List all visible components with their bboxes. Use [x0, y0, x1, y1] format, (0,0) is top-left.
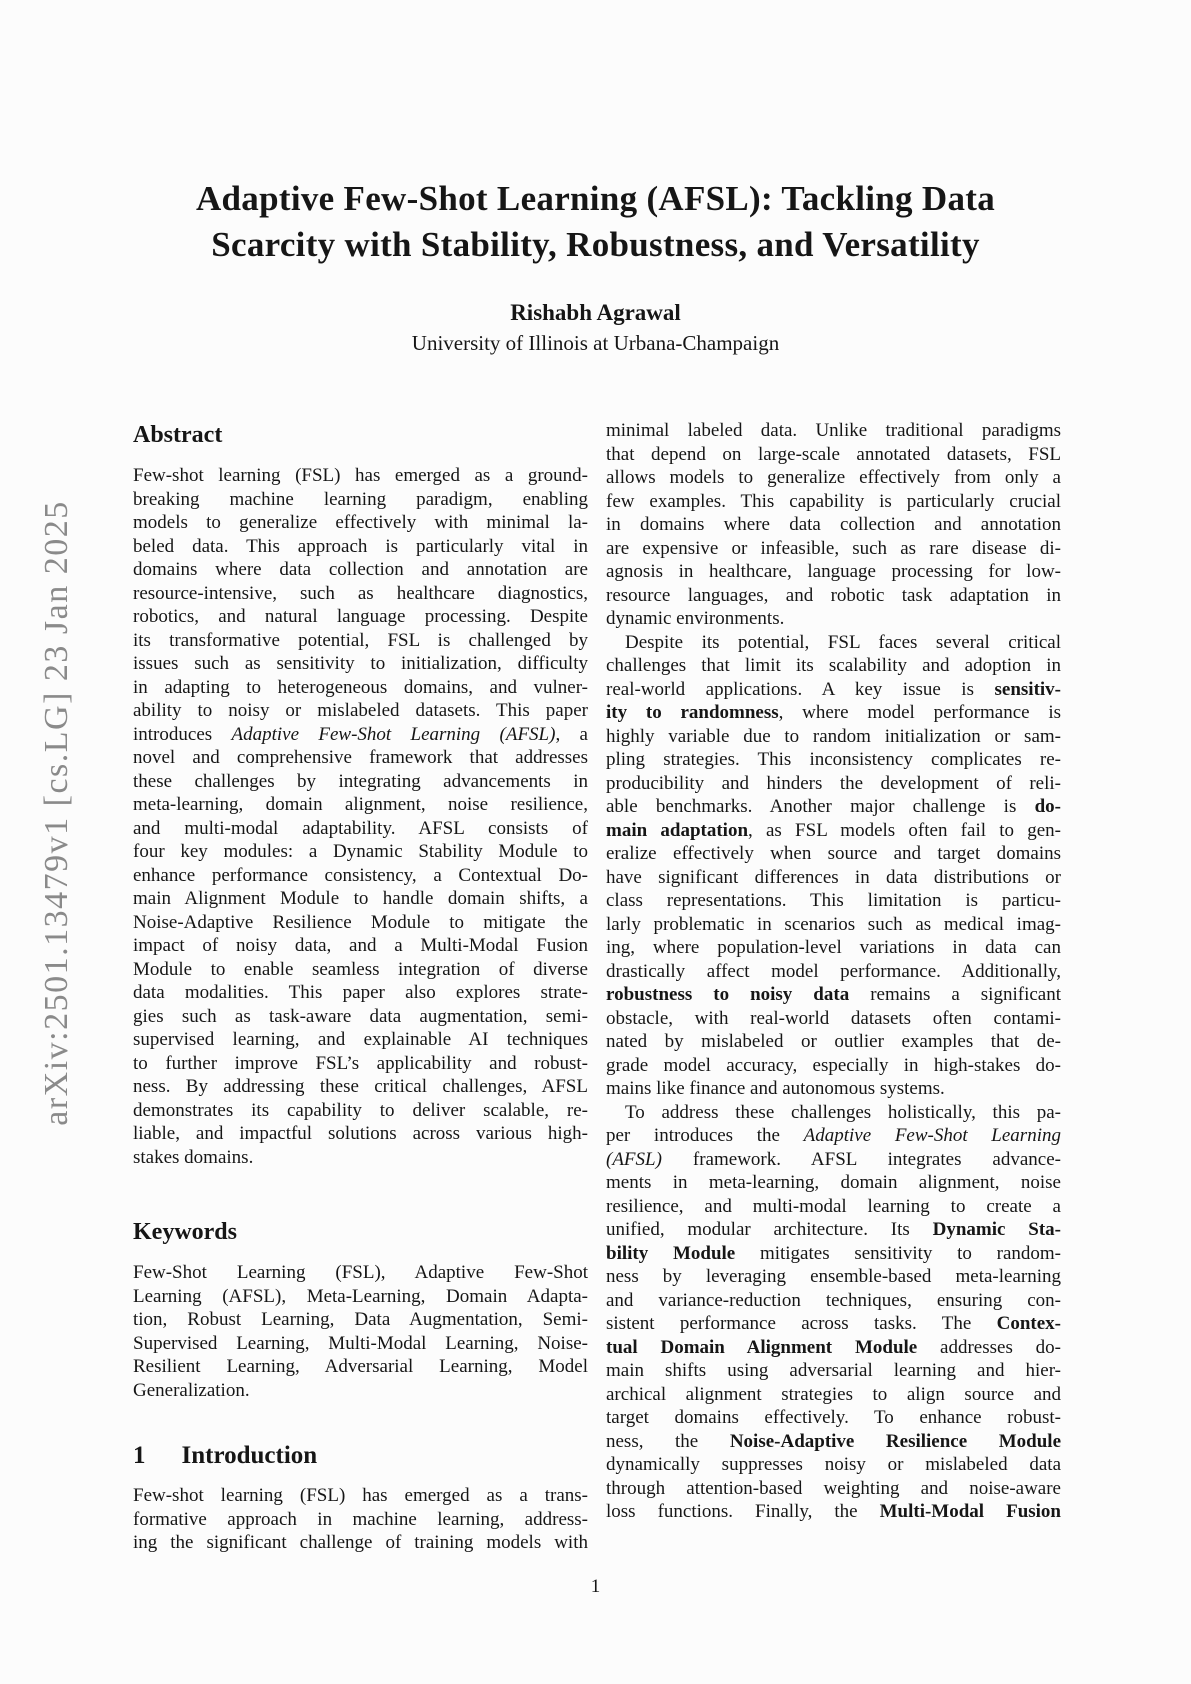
section-number: 1	[133, 1442, 146, 1469]
text-line: its transformative potential, FSL is challenged by	[133, 629, 588, 651]
keywords-text	[133, 1261, 588, 1402]
text-line: pling strategies. This inconsistency complicates re-	[606, 749, 1061, 770]
text-line: these challenges by integrating advancements in	[133, 770, 588, 792]
text-line: four key modules: a Dynamic Stability Module to	[133, 841, 588, 862]
text-line: in adapting to heterogeneous domains, and vulner-	[133, 676, 588, 698]
text-line: archical alignment strategies to align source and	[606, 1383, 1061, 1405]
text-line: gies such as task-aware data augmentation, semi-	[133, 1005, 588, 1027]
text-line: meta-learning, domain alignment, noise resilience,	[133, 794, 588, 815]
page-number: 1	[590, 1576, 601, 1597]
text-line: resource languages, and robotic task adaptation in	[606, 584, 1061, 606]
text-line: loss functions. Finally, the Multi-Modal Fusion	[606, 1501, 1061, 1522]
text-line: are expensive or infeasible, such as rare disease di-	[606, 537, 1061, 559]
text-line: resource-intensive, such as healthcare diagnostics,	[133, 582, 588, 604]
text-line: beled data. This approach is particularly vital in	[133, 535, 588, 557]
text-line: ments in meta-learning, domain alignment, noise	[606, 1172, 1061, 1193]
left-column	[133, 420, 588, 1555]
text-line: domains where data collection and annotation are	[133, 559, 588, 580]
text-line: tual Domain Alignment Module addresses do-	[606, 1336, 1061, 1358]
text-line: Few-shot learning (FSL) has emerged as a ground-	[133, 465, 588, 486]
text-line: impact of noisy data, and a Multi-Modal Fusion	[133, 935, 588, 956]
text-line: real-world applications. A key issue is sensitiv-	[606, 678, 1061, 700]
text-line: and variance-reduction techniques, ensuring con-	[606, 1289, 1061, 1311]
text-line: Noise-Adaptive Resilience Module to mitigate the	[133, 911, 588, 933]
text-line: to further improve FSL’s applicability and robust-	[133, 1052, 588, 1074]
text-line: ness. By addressing these critical challenges, AFSL	[133, 1076, 588, 1097]
author-affiliation: University of Illinois at Urbana-Champaign	[411, 331, 780, 355]
text-line: minimal labeled data. Unlike traditional paradigms	[606, 420, 1061, 441]
text-line: grade model accuracy, especially in high-stakes do-	[606, 1054, 1061, 1076]
text-line: demonstrates its capability to deliver scalable, re-	[133, 1099, 588, 1121]
text-line: ability to noisy or mislabeled datasets. This paper	[133, 700, 588, 721]
text-line: highly variable due to random initialization or sam-	[606, 725, 1061, 747]
body-paragraph-3	[606, 1101, 1061, 1524]
text-line: ness by leveraging ensemble-based meta-learning	[606, 1266, 1061, 1287]
text-line: Learning (AFSL), Meta-Learning, Domain Adapta-	[133, 1285, 588, 1307]
introduction-heading	[133, 1440, 588, 1472]
text-line: Few-shot learning (FSL) has emerged as a trans-	[133, 1485, 588, 1506]
paper-title	[0, 176, 1191, 268]
text-line: main adaptation, as FSL models often fail to gen-	[606, 819, 1061, 841]
text-line: main Alignment Module to handle domain shifts, a	[133, 888, 588, 909]
text-line: supervised learning, and explainable AI techniques	[133, 1029, 588, 1050]
text-line: sistent performance across tasks. The Contex-	[606, 1313, 1061, 1334]
text-line: introduces Adaptive Few-Shot Learning (AFSL), a	[133, 723, 588, 745]
text-line: ing, where population-level variations in data can	[606, 937, 1061, 958]
text-line: novel and comprehensive framework that addresses	[133, 747, 588, 768]
title-line-1: Adaptive Few-Shot Learning (AFSL): Tackling Data	[195, 179, 996, 218]
text-line: target domains effectively. To enhance robust-	[606, 1407, 1061, 1428]
text-line: per introduces the Adaptive Few-Shot Learning	[606, 1125, 1061, 1146]
text-line: larly problematic in scenarios such as medical imag-	[606, 913, 1061, 935]
introduction-text	[133, 1484, 588, 1555]
text-line: resilience, and multi-modal learning to create a	[606, 1195, 1061, 1217]
right-column	[606, 419, 1061, 1524]
abstract-text	[133, 464, 588, 1169]
text-line: Resilient Learning, Adversarial Learning, Model	[133, 1356, 588, 1377]
arxiv-watermark: arXiv:2501.13479v1 [cs.LG] 23 Jan 2025	[38, 500, 75, 1126]
text-line: robustness to noisy data remains a significant	[606, 984, 1061, 1005]
text-line: data modalities. This paper also explores strate-	[133, 982, 588, 1003]
text-line: class representations. This limitation is particu-	[606, 890, 1061, 911]
text-line: robotics, and natural language processing. Despite	[133, 606, 588, 627]
text-line: issues such as sensitivity to initialization, difficulty	[133, 653, 588, 674]
text-line: models to generalize effectively with minimal la-	[133, 512, 588, 533]
text-line: Few-Shot Learning (FSL), Adaptive Few-Shot	[133, 1262, 588, 1283]
text-line: Supervised Learning, Multi-Modal Learning, Noise-	[133, 1332, 588, 1354]
text-line: few examples. This capability is particularly crucial	[606, 490, 1061, 512]
text-line: allows models to generalize effectively from only a	[606, 467, 1061, 488]
text-line: liable, and impactful solutions across various high-	[133, 1123, 588, 1144]
text-line: unified, modular architecture. Its Dynamic Sta-	[606, 1219, 1061, 1240]
text-line: challenges that limit its scalability and adoption in	[606, 655, 1061, 676]
text-line: ing the significant challenge of training models with	[133, 1532, 588, 1553]
text-line: Generalization.	[133, 1379, 250, 1401]
text-line: through attention-based weighting and noise-aware	[606, 1477, 1061, 1499]
text-line: Module to enable seamless integration of diverse	[133, 958, 588, 980]
text-line: and multi-modal adaptability. AFSL consists of	[133, 817, 588, 839]
text-line: that depend on large-scale annotated datasets, FSL	[606, 443, 1061, 465]
text-line: nated by mislabeled or outlier examples that de-	[606, 1031, 1061, 1052]
body-paragraph-1	[606, 419, 1061, 631]
text-line: (AFSL) framework. AFSL integrates advance-	[606, 1148, 1061, 1170]
text-line: Despite its potential, FSL faces several critical	[625, 631, 1061, 653]
keywords-heading: Keywords	[133, 1219, 237, 1245]
section-title: Introduction	[181, 1442, 318, 1469]
title-line-2: Scarcity with Stability, Robustness, and Versatility	[211, 225, 980, 264]
author-name: Rishabh Agrawal	[510, 300, 681, 325]
text-line: eralize effectively when source and target domains	[606, 843, 1061, 864]
text-line: in domains where data collection and annotation	[606, 514, 1061, 535]
text-line: breaking machine learning paradigm, enabling	[133, 488, 588, 510]
text-line: dynamically suppresses noisy or mislabeled data	[606, 1454, 1061, 1475]
text-line: agnosis in healthcare, language processing for low-	[606, 561, 1061, 582]
text-line: obstacle, with real-world datasets often contami-	[606, 1007, 1061, 1029]
text-line: able benchmarks. Another major challenge is do-	[606, 796, 1061, 817]
text-line: ity to randomness, where model performance is	[606, 702, 1061, 723]
abstract-heading: Abstract	[133, 422, 223, 448]
text-line: mains like finance and autonomous systems.	[606, 1078, 945, 1099]
text-line: dynamic environments.	[606, 608, 785, 629]
body-paragraph-2	[606, 631, 1061, 1101]
text-line: To address these challenges holistically, this pa-	[625, 1101, 1061, 1123]
text-line: enhance performance consistency, a Contextual Do-	[133, 864, 588, 886]
text-line: main shifts using adversarial learning and hier-	[606, 1360, 1061, 1381]
text-line: stakes domains.	[133, 1146, 254, 1168]
text-line: tion, Robust Learning, Data Augmentation, Semi-	[133, 1309, 588, 1330]
text-line: drastically affect model performance. Additionally,	[606, 960, 1061, 982]
text-line: have significant differences in data distributions or	[606, 866, 1061, 888]
text-line: formative approach in machine learning, address-	[133, 1508, 588, 1530]
text-line: ness, the Noise-Adaptive Resilience Module	[606, 1430, 1061, 1452]
text-line: producibility and hinders the development of reli-	[606, 772, 1061, 794]
text-line: bility Module mitigates sensitivity to random-	[606, 1242, 1061, 1264]
